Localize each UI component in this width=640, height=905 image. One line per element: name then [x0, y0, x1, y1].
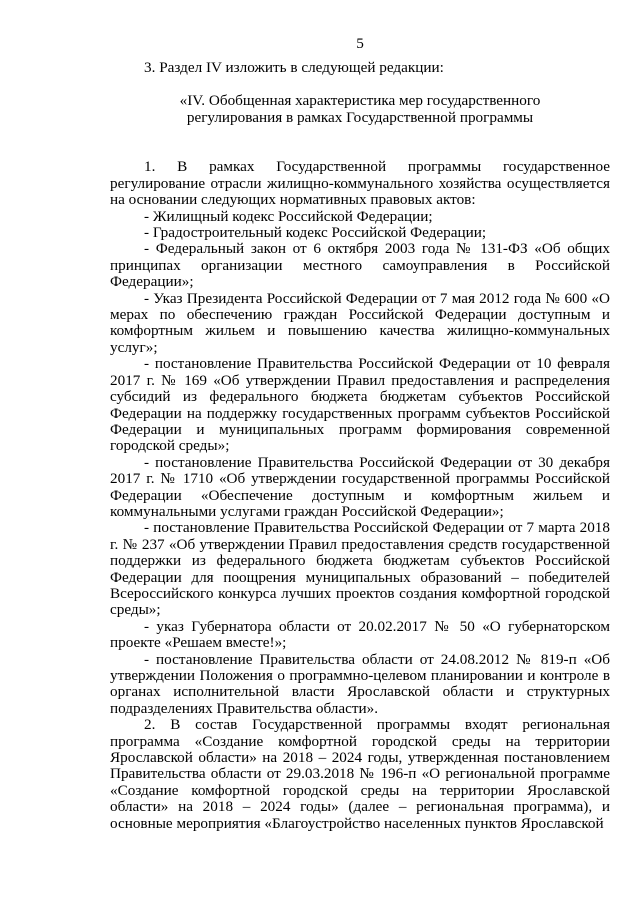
act-item: - указ Губернатора области от 20.02.2017 № 50 «О губернаторском проекте «Решаем вместе!»; [110, 617, 610, 652]
paragraph-2: 2. В состав Государственной программы входят региональная программа «Создание комфортной городской среды на территории Ярославской области» на 2018 – 2024 годы, утвержденная постановлением Правительства области от 29.03.2018 № 196-п «О региональной программе «Создание комфортной городской среды на территории Ярославской области» на 2018 – 2024 годы» (далее – региональная программа), и основные мероприятия «Благоустройство населенных пунктов Ярославской [110, 716, 610, 832]
section-heading-line-1: «IV. Обобщенная характеристика мер государственного [179, 92, 541, 110]
act-item: - постановление Правительства Российской Федерации от 10 февраля 2017 г. № 169 «Об утверждении Правил предоставления и распределения субсидий из федерального бюджета бюджетам субъектов Российской Федерации на поддержку государственных программ субъектов Российской Федерации и муниципальных программ формирования современной городской среды»; [110, 355, 610, 455]
section-heading-line-2: регулирования в рамках Государственной программы [186, 109, 534, 127]
act-item: - Указ Президента Российской Федерации от 7 мая 2012 года № 600 «О мерах по обеспечению граждан Российской Федерации доступным и комфортным жильем и повышению качества жилищно-коммунальных услуг»; [110, 289, 610, 356]
act-item: - постановление Правительства области от 24.08.2012 № 819-п «Об утверждении Положения о программно-целевом планировании и контроле в органах исполнительной власти Ярославской области и структурных подразделениях Правительства области». [110, 650, 610, 717]
act-item: - Жилищный кодекс Российской Федерации; [144, 207, 433, 225]
document-page [110, 36, 610, 832]
intro-text: 3. Раздел IV изложить в следующей редакции: [144, 59, 444, 76]
act-item: - постановление Правительства Российской Федерации от 7 марта 2018 г. № 237 «Об утверждении Правил предоставления средств государственной поддержки из федерального бюджета бюджетам субъектов Российской Федерации для поощрения муниципальных образований – победителей Всероссийского конкурса лучших проектов создания комфортной городской среды»; [110, 519, 610, 619]
section-heading [110, 92, 610, 126]
act-item: - постановление Правительства Российской Федерации от 30 декабря 2017 г. № 1710 «Об утверждении государственной программы Российской Федерации «Обеспечение доступным и комфортным жильем и коммунальными услугами граждан Российской Федерации»; [110, 453, 610, 520]
act-item: - Федеральный закон от 6 октября 2003 года № 131-ФЗ «Об общих принципах организации местного самоуправления в Российской Федерации»; [110, 240, 610, 291]
page-number: 5 [356, 35, 364, 52]
act-item: - Градостроительный кодекс Российской Федерации; [144, 224, 487, 242]
paragraph-1: 1. В рамках Государственной программы государственное регулирование отрасли жилищно-коммунального хозяйства осуществляется на основании следующих нормативных правовых актов: [110, 158, 610, 209]
acts-list [110, 209, 610, 718]
